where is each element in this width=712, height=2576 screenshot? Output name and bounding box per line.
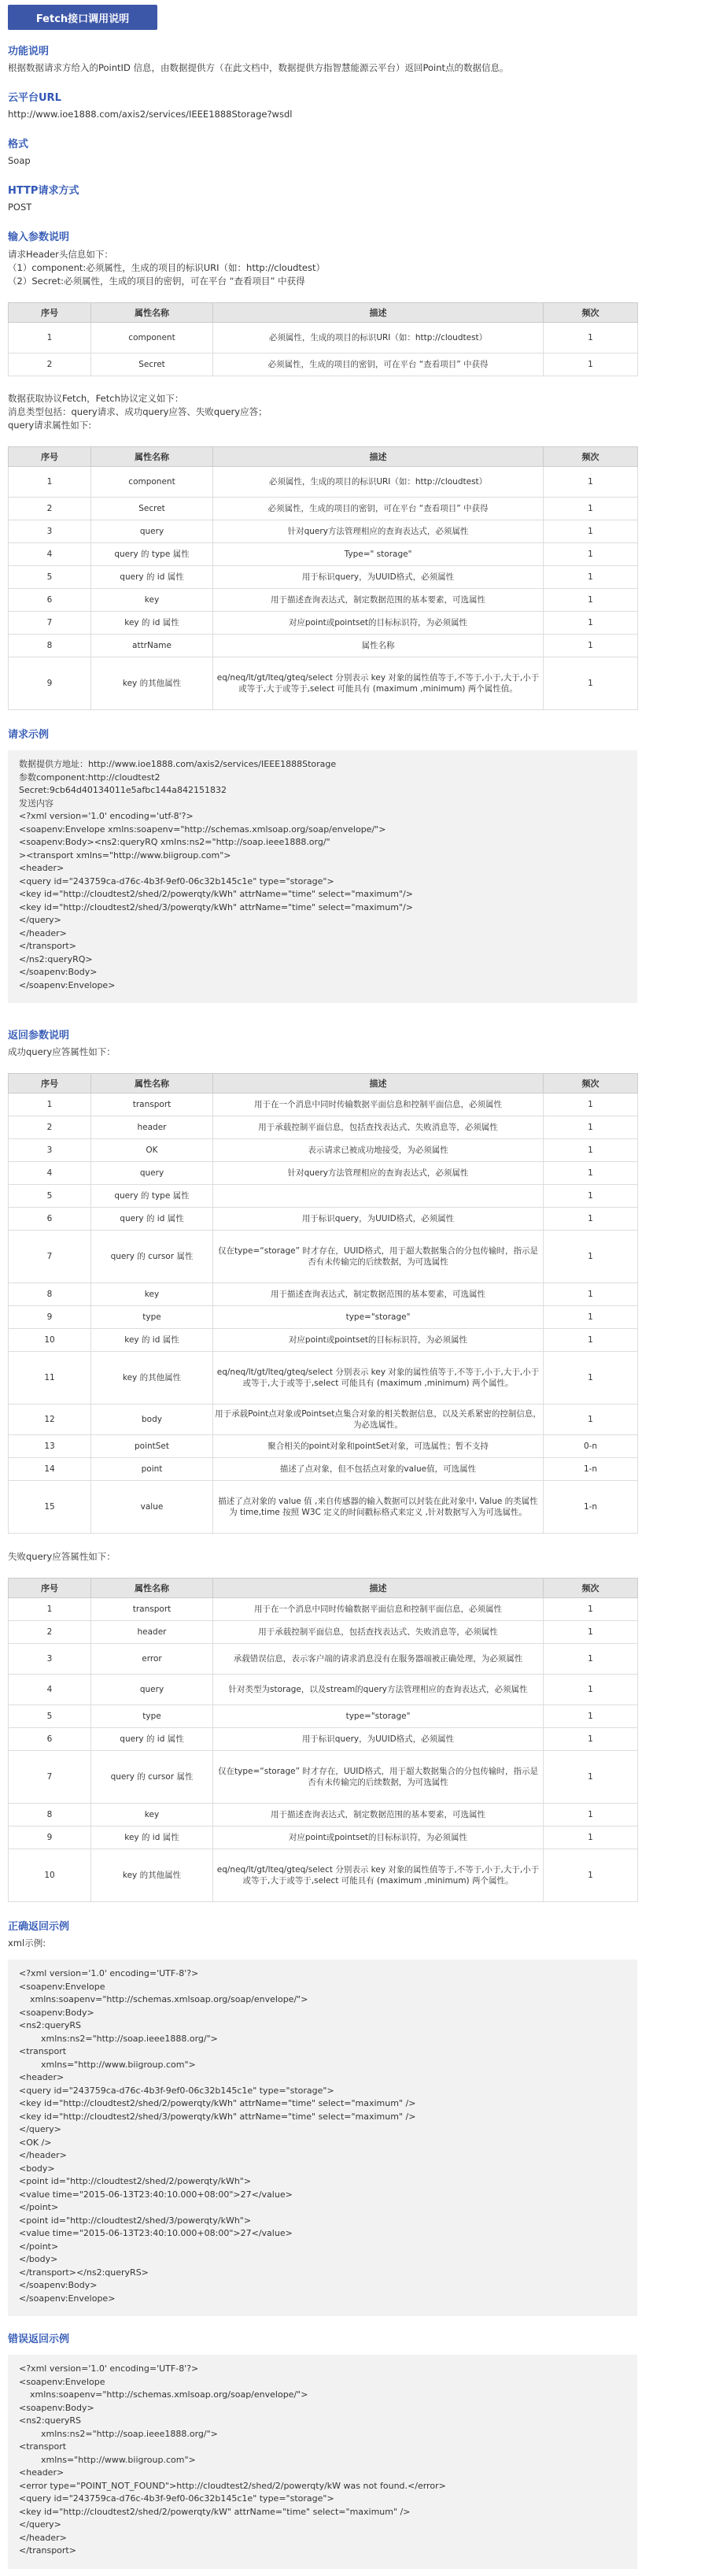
cell-desc: 必须属性，生成的项目的标识URI（如：http://cloudtest） — [213, 467, 544, 498]
cell-desc: 针对类型为storage，以及stream的query方法管理相应的查询表达式，必须属性 — [213, 1675, 544, 1705]
cell-freq: 1 — [544, 589, 638, 612]
cell-name: query 的 id 属性 — [91, 1728, 213, 1751]
input-heading: 输入参数说明 — [8, 231, 70, 243]
cell-index: 5 — [9, 1705, 91, 1728]
cell-name: key 的其他属性 — [91, 657, 213, 710]
column-header-desc: 描述 — [213, 1579, 544, 1598]
cell-freq: 1 — [544, 1598, 638, 1621]
table-row — [9, 1283, 638, 1306]
document — [0, 5, 712, 2569]
cell-freq: 1 — [544, 1283, 638, 1306]
table-row — [9, 1208, 638, 1231]
request-example-code: 数据提供方地址：http://www.ioe1888.com/axis2/services/IEEE1888Storage 参数component:http://cloudtest2 Secret:9cb64d40134011e5afbc144a842151832 发送内容 <?xml version='1.0' encoding='utf-8'?> <soapenv:Envelope xmlns:soapenv="http://schemas.xmlsoap.org/soap/envelope/"> <soapenv:Body><ns2:queryRQ xmlns:ns2="http://soap.ieee1888.org/" ><transport xmlns="http://www.biigroup.com"> <header> <query id="243759ca-d76c-4b3f-9ef0-06c32b145c1e" type="storage"> <key id="http://cloudtest2/shed/2/powerqty/kWh" attrName="time" select="maximum"/> <key id="http://cloudtest2/shed/3/powerqty/kWh" attrName="time" select="maximum"/> </query> </header> </transport> </ns2:queryRQ> </soapenv:Body> </soapenv:Envelope> — [8, 750, 637, 1003]
cell-desc: 用于在一个消息中同时传输数据平面信息和控制平面信息，必须属性 — [213, 1094, 544, 1116]
cell-desc: type="storage" — [213, 1705, 544, 1728]
func-heading: 功能说明 — [8, 46, 50, 57]
cell-index: 9 — [9, 1306, 91, 1329]
cell-name: Secret — [91, 353, 213, 376]
cell-desc: 描述了点对象，但不包括点对象的value值，可选属性 — [213, 1458, 544, 1481]
cell-freq: 1 — [544, 1405, 638, 1435]
cell-index: 9 — [9, 1827, 91, 1849]
cell-index: 7 — [9, 612, 91, 635]
cell-name: type — [91, 1705, 213, 1728]
cell-desc: 用于标识query，为UUID格式，必须属性 — [213, 1728, 544, 1751]
cell-name: query — [91, 1675, 213, 1705]
table-row — [9, 566, 638, 589]
cell-freq: 1 — [544, 1329, 638, 1352]
cell-desc: Type=" storage" — [213, 543, 544, 566]
cell-name: OK — [91, 1139, 213, 1162]
table-row — [9, 1849, 638, 1902]
table-row — [9, 498, 638, 520]
cell-index: 8 — [9, 1804, 91, 1827]
cell-freq: 1-n — [544, 1481, 638, 1534]
table-row — [9, 1675, 638, 1705]
cell-index: 12 — [9, 1405, 91, 1435]
cell-desc: 描述了点对象的 value 值 ,来自传感器的输入数据可以封装在此对象中, Value 的类属性为 time,time 按照 W3C 定义的时间戳标格式来定义 ,针对数据写入为可选属性。 — [213, 1481, 544, 1534]
return-heading: 返回参数说明 — [8, 1030, 70, 1042]
cell-desc: 必须属性，生成的项目的密钥，可在平台 “查看项目” 中获得 — [213, 353, 544, 376]
header-param-table — [8, 302, 638, 376]
cell-name: query 的 cursor 属性 — [91, 1751, 213, 1804]
table-row — [9, 323, 638, 353]
column-header-index: 序号 — [9, 303, 91, 323]
table-row — [9, 1162, 638, 1185]
cell-name: point — [91, 1458, 213, 1481]
cell-index: 3 — [9, 1139, 91, 1162]
cell-name: key — [91, 1804, 213, 1827]
cell-index: 5 — [9, 1185, 91, 1208]
cell-desc: 用于在一个消息中同时传输数据平面信息和控制平面信息，必须属性 — [213, 1598, 544, 1621]
cell-freq: 1 — [544, 1621, 638, 1644]
column-header-index: 序号 — [9, 447, 91, 467]
cell-name: query — [91, 520, 213, 543]
cell-name: header — [91, 1116, 213, 1139]
cell-freq: 1 — [544, 1306, 638, 1329]
ok-example-code: <?xml version='1.0' encoding='UTF-8'?> <soapenv:Envelope xmlns:soapenv="http://schemas.xmlsoap.org/soap/envelope/"> <soapenv:Body> <ns2:queryRS xmlns:ns2="http://soap.ieee1888.org/"> <transport xmlns="http://www.biigroup.com"> <header> <query id="243759ca-d76c-4b3f-9ef0-06c32b145c1e" type="storage"> <key id="http://cloudtest2/shed/2/powerqty/kWh" attrName="time" select="maximum" /> <key id="http://cloudtest2/shed/3/powerqty/kWh" attrName="time" select="maximum" /> </query> <OK /> </header> <body> <point id="http://cloudtest2/shed/2/powerqty/kWh"> <value time="2015-06-13T23:40:10.000+08:00">27</value> </point> <point id="http://cloudtest2/shed/3/powerqty/kWh"> <value time="2015-06-13T23:40:10.000+08:00">27</value> </point> </body> </transport></ns2:queryRS> </soapenv:Body> </soapenv:Envelope> — [8, 1960, 637, 2316]
cell-desc: 用于标识query，为UUID格式，必须属性 — [213, 566, 544, 589]
cell-desc: 用于描述查询表达式，制定数据范围的基本要素，可选属性 — [213, 589, 544, 612]
cell-index: 14 — [9, 1458, 91, 1481]
table-row — [9, 1231, 638, 1283]
input-intro: 请求Header头信息如下： （1）component:必须属性，生成的项目的标识URI（如：http://cloudtest） （2）Secret:必须属性，生成的项目的密钥，可在平台 “查看项目” 中获得 — [8, 249, 326, 287]
table-row — [9, 635, 638, 657]
func-text: 根据数据请求方给入的PointID 信息，由数据提供方（在此文档中，数据提供方指智慧能源云平台）返回Point点的数据信息。 — [8, 62, 509, 73]
table-row — [9, 1705, 638, 1728]
cell-index: 3 — [9, 1644, 91, 1675]
cell-desc: 承载错误信息，表示客户端的请求消息没有在服务器端被正确处理，为必须属性 — [213, 1644, 544, 1675]
cell-desc: eq/neq/lt/gt/lteq/gteq/select 分别表示 key 对象的属性值等于,不等于,小于,大于,小于或等于,大于或等于,select 可能具有 (maximum ,minimum) 两个属性。 — [213, 1849, 544, 1902]
column-header-name: 属性名称 — [91, 447, 213, 467]
cell-desc: eq/neq/lt/gt/lteq/gteq/select 分别表示 key 对象的属性值等于,不等于,小于,大于,小于或等于,大于或等于,select 可能具有 (maximum ,minimum) 两个属性。 — [213, 1352, 544, 1405]
format-text: Soap — [8, 155, 31, 166]
cell-desc: 表示请求已被成功地接受，为必须属性 — [213, 1139, 544, 1162]
cell-name: key 的 id 属性 — [91, 1329, 213, 1352]
cell-desc: eq/neq/lt/gt/lteq/gteq/select 分别表示 key 对象的属性值等于,不等于,小于,大于,小于或等于,大于或等于,select 可能具有 (maximum ,minimum) 两个属性值。 — [213, 657, 544, 710]
cell-desc: 对应point或pointset的目标标识符，为必须属性 — [213, 1827, 544, 1849]
success-response-table — [8, 1073, 638, 1534]
table-row — [9, 467, 638, 498]
column-header-desc: 描述 — [213, 1074, 544, 1094]
table-row — [9, 657, 638, 710]
cell-name: query 的 id 属性 — [91, 566, 213, 589]
cell-freq: 1-n — [544, 1458, 638, 1481]
cell-index: 2 — [9, 1621, 91, 1644]
method-text: POST — [8, 202, 32, 213]
method-heading: HTTP请求方式 — [8, 185, 79, 197]
cell-name: key 的其他属性 — [91, 1352, 213, 1405]
cell-index: 13 — [9, 1435, 91, 1458]
cell-desc: 对应point或pointset的目标标识符，为必须属性 — [213, 1329, 544, 1352]
column-header-freq: 频次 — [544, 303, 638, 323]
cell-desc: 属性名称 — [213, 635, 544, 657]
fail-intro: 失败query应答属性如下： — [8, 1551, 116, 1562]
cell-freq: 1 — [544, 323, 638, 353]
cell-name: component — [91, 323, 213, 353]
table-row — [9, 353, 638, 376]
cell-freq: 1 — [544, 566, 638, 589]
cell-name: key 的 id 属性 — [91, 612, 213, 635]
column-header-desc: 描述 — [213, 303, 544, 323]
cell-index: 7 — [9, 1231, 91, 1283]
cell-name: type — [91, 1306, 213, 1329]
cell-index: 1 — [9, 1598, 91, 1621]
cell-freq: 1 — [544, 1094, 638, 1116]
cell-index: 6 — [9, 1728, 91, 1751]
cell-desc: 对应point或pointset的目标标识符，为必须属性 — [213, 612, 544, 635]
cell-name: key 的其他属性 — [91, 1849, 213, 1902]
cell-index: 6 — [9, 589, 91, 612]
table-row — [9, 1458, 638, 1481]
cell-index: 11 — [9, 1352, 91, 1405]
column-header-name: 属性名称 — [91, 1074, 213, 1094]
cell-desc: 必须属性，生成的项目的密钥，可在平台 “查看项目” 中获得 — [213, 498, 544, 520]
table-row — [9, 1306, 638, 1329]
cell-name: Secret — [91, 498, 213, 520]
table-header-row — [9, 303, 638, 323]
table-row — [9, 1827, 638, 1849]
table-row — [9, 1352, 638, 1405]
table-header-row — [9, 447, 638, 467]
cell-freq: 1 — [544, 1675, 638, 1705]
page-title-banner: Fetch接口调用说明 — [8, 5, 157, 30]
cell-name: key — [91, 589, 213, 612]
cell-desc: 聚合相关的point对象和pointSet对象，可选属性；暂不支持 — [213, 1435, 544, 1458]
cell-freq: 1 — [544, 1185, 638, 1208]
cell-desc: type="storage" — [213, 1306, 544, 1329]
fail-response-table — [8, 1578, 638, 1902]
table-row — [9, 1621, 638, 1644]
table-row — [9, 543, 638, 566]
cell-index: 4 — [9, 1162, 91, 1185]
cell-freq: 1 — [544, 1139, 638, 1162]
column-header-freq: 频次 — [544, 447, 638, 467]
cell-index: 8 — [9, 635, 91, 657]
cell-index: 8 — [9, 1283, 91, 1306]
cell-freq: 1 — [544, 1208, 638, 1231]
table-row — [9, 1728, 638, 1751]
column-header-index: 序号 — [9, 1579, 91, 1598]
column-header-freq: 频次 — [544, 1579, 638, 1598]
cell-name: query 的 cursor 属性 — [91, 1231, 213, 1283]
cell-freq: 1 — [544, 1644, 638, 1675]
table-row — [9, 1094, 638, 1116]
fetch-intro: 数据获取协议Fetch，Fetch协议定义如下： 消息类型包括：query请求、成功query应答、失败query应答； query请求属性如下: — [8, 393, 267, 431]
url-text[interactable]: http://www.ioe1888.com/axis2/services/IEEE1888Storage?wsdl — [8, 109, 293, 120]
cell-index: 15 — [9, 1481, 91, 1534]
cell-name: query 的 id 属性 — [91, 1208, 213, 1231]
cell-index: 4 — [9, 543, 91, 566]
success-intro: 成功query应答属性如下： — [8, 1046, 116, 1057]
cell-name: transport — [91, 1598, 213, 1621]
request-example-heading: 请求示例 — [8, 729, 50, 741]
cell-freq: 1 — [544, 1849, 638, 1902]
cell-freq: 1 — [544, 1728, 638, 1751]
cell-index: 9 — [9, 657, 91, 710]
column-header-name: 属性名称 — [91, 303, 213, 323]
cell-desc: 针对query方法管理相应的查询表达式，必须属性 — [213, 520, 544, 543]
cell-index: 1 — [9, 467, 91, 498]
cell-desc: 用于标识query，为UUID格式，必须属性 — [213, 1208, 544, 1231]
cell-index: 6 — [9, 1208, 91, 1231]
table-row — [9, 1185, 638, 1208]
cell-name: body — [91, 1405, 213, 1435]
cell-name: key 的 id 属性 — [91, 1827, 213, 1849]
cell-freq: 1 — [544, 543, 638, 566]
cell-freq: 1 — [544, 467, 638, 498]
cell-desc: 针对query方法管理相应的查询表达式，必须属性 — [213, 1162, 544, 1185]
column-header-name: 属性名称 — [91, 1579, 213, 1598]
cell-index: 3 — [9, 520, 91, 543]
cell-desc: 必须属性，生成的项目的标识URI（如：http://cloudtest） — [213, 323, 544, 353]
cell-freq: 1 — [544, 1116, 638, 1139]
cell-desc: 用于承载Point点对象或Pointset点集合对象的相关数据信息，以及关系紧密的控制信息，为必选属性。 — [213, 1405, 544, 1435]
cell-index: 5 — [9, 566, 91, 589]
column-header-freq: 频次 — [544, 1074, 638, 1094]
cell-name: component — [91, 467, 213, 498]
cell-index: 7 — [9, 1751, 91, 1804]
column-header-desc: 描述 — [213, 447, 544, 467]
table-row — [9, 520, 638, 543]
cell-index: 2 — [9, 353, 91, 376]
column-header-index: 序号 — [9, 1074, 91, 1094]
cell-index: 10 — [9, 1849, 91, 1902]
cell-freq: 1 — [544, 498, 638, 520]
err-example-heading: 错误返回示例 — [8, 2334, 70, 2345]
err-example-code: <?xml version='1.0' encoding='UTF-8'?> <soapenv:Envelope xmlns:soapenv="http://schemas.xmlsoap.org/soap/envelope/"> <soapenv:Body> <ns2:queryRS xmlns:ns2="http://soap.ieee1888.org/"> <transport xmlns="http://www.biigroup.com"> <header> <error type="POINT_NOT_FOUND">http://cloudtest2/shed/2/powerqty/kW was not found.</error> <query id="243759ca-d76c-4b3f-9ef0-06c32b145c1e" type="storage"> <key id="http://cloudtest2/shed/2/powerqty/kW" attrName="time" select="maximum" /> </query> </header> </transport> — [8, 2355, 637, 2569]
table-row — [9, 589, 638, 612]
table-header-row — [9, 1579, 638, 1598]
cell-name: query 的 type 属性 — [91, 1185, 213, 1208]
cell-index: 4 — [9, 1675, 91, 1705]
cell-freq: 1 — [544, 1231, 638, 1283]
cell-index: 2 — [9, 498, 91, 520]
cell-desc: 仅在type=“storage” 时才存在，UUID格式，用于超大数据集合的分包传输时，指示是否有未传输完的后续数据，为可选属性 — [213, 1231, 544, 1283]
table-row — [9, 1481, 638, 1534]
cell-freq: 1 — [544, 1352, 638, 1405]
table-row — [9, 1405, 638, 1435]
format-heading: 格式 — [8, 139, 29, 150]
table-row — [9, 612, 638, 635]
table-row — [9, 1644, 638, 1675]
cell-name: error — [91, 1644, 213, 1675]
cell-desc: 仅在type=“storage” 时才存在，UUID格式，用于超大数据集合的分包传输时，指示是否有未传输完的后续数据，为可选属性 — [213, 1751, 544, 1804]
ok-example-heading: 正确返回示例 — [8, 1921, 70, 1933]
cell-freq: 1 — [544, 353, 638, 376]
ok-example-label: xml示例: — [8, 1938, 46, 1949]
table-row — [9, 1751, 638, 1804]
table-row — [9, 1598, 638, 1621]
cell-freq: 1 — [544, 1162, 638, 1185]
table-row — [9, 1116, 638, 1139]
table-row — [9, 1329, 638, 1352]
cell-freq: 1 — [544, 520, 638, 543]
cell-desc — [213, 1185, 544, 1208]
cell-name: header — [91, 1621, 213, 1644]
query-param-table — [8, 446, 638, 710]
cell-freq: 1 — [544, 657, 638, 710]
table-row — [9, 1139, 638, 1162]
cell-freq: 1 — [544, 612, 638, 635]
cell-index: 10 — [9, 1329, 91, 1352]
cell-name: value — [91, 1481, 213, 1534]
cell-index: 1 — [9, 323, 91, 353]
cell-name: query — [91, 1162, 213, 1185]
cell-index: 2 — [9, 1116, 91, 1139]
cell-desc: 用于描述查询表达式，制定数据范围的基本要素，可选属性 — [213, 1283, 544, 1306]
cell-name: key — [91, 1283, 213, 1306]
cell-freq: 0-n — [544, 1435, 638, 1458]
cell-freq: 1 — [544, 1804, 638, 1827]
cell-freq: 1 — [544, 1705, 638, 1728]
url-heading: 云平台URL — [8, 92, 61, 104]
table-header-row — [9, 1074, 638, 1094]
cell-freq: 1 — [544, 1827, 638, 1849]
cell-name: pointSet — [91, 1435, 213, 1458]
cell-desc: 用于承载控制平面信息，包括查找表达式、失败消息等，必须属性 — [213, 1116, 544, 1139]
table-row — [9, 1804, 638, 1827]
cell-name: transport — [91, 1094, 213, 1116]
cell-index: 1 — [9, 1094, 91, 1116]
cell-freq: 1 — [544, 1751, 638, 1804]
cell-desc: 用于承载控制平面信息，包括查找表达式、失败消息等，必须属性 — [213, 1621, 544, 1644]
cell-name: query 的 type 属性 — [91, 543, 213, 566]
cell-freq: 1 — [544, 635, 638, 657]
cell-name: attrName — [91, 635, 213, 657]
cell-desc: 用于描述查询表达式，制定数据范围的基本要素，可选属性 — [213, 1804, 544, 1827]
table-row — [9, 1435, 638, 1458]
